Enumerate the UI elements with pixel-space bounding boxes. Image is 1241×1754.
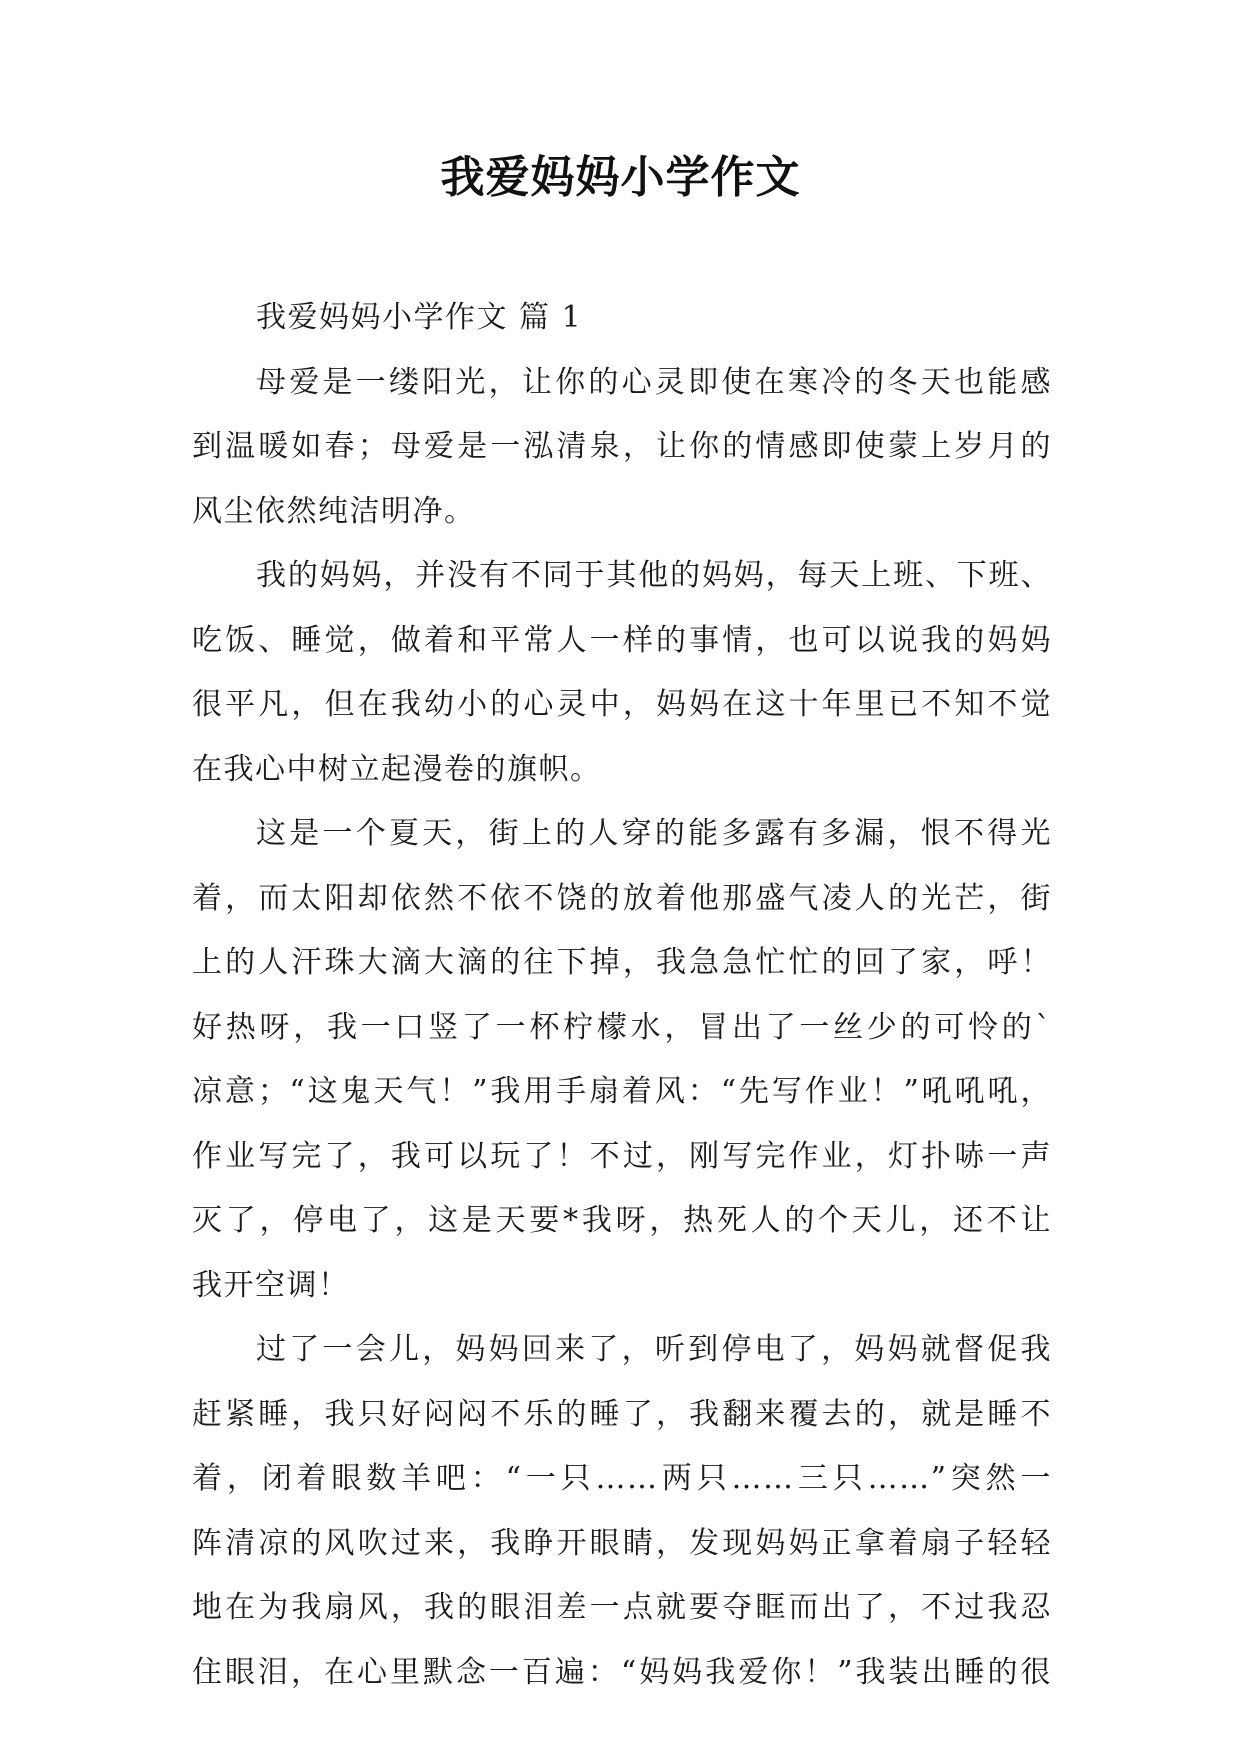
page-title: 我爱妈妈小学作文 (440, 152, 801, 203)
paragraph-3 (192, 802, 1052, 1318)
paragraph-line: 着，而太阳却依然不依不饶的放着他那盛气凌人的光芒，街 (192, 880, 1052, 916)
paragraph-line: 住眼泪，在心里默念一百遍：“妈妈我爱你！”我装出睡的很 (192, 1654, 1052, 1690)
paragraph-2 (192, 544, 1052, 802)
paragraph-line: 在我心中树立起漫卷的旗帜。 (192, 751, 602, 787)
paragraph-line: 上的人汗珠大滴大滴的往下掉，我急急忙忙的回了家，呼！ (192, 945, 1052, 980)
paragraph-line: 地在为我扇风，我的眼泪差一点就要夺眶而出了，不过我忍 (192, 1590, 1052, 1625)
paragraph-line: 作业写完了，我可以玩了！不过，刚写完作业，灯扑哧一声 (192, 1138, 1052, 1174)
section-heading: 我爱妈妈小学作文 篇 1 (256, 300, 583, 335)
paragraph-line: 赶紧睡，我只好闷闷不乐的睡了，我翻来覆去的，就是睡不 (192, 1396, 1052, 1432)
paragraph-line: 灭了，停电了，这是天要*我呀，热死人的个天儿，还不让 (192, 1203, 1052, 1238)
paragraph-4 (192, 1318, 1052, 1705)
paragraph-line: 着，闭着眼数羊吧：“一只……两只……三只……”突然一 (192, 1461, 1052, 1496)
paragraph-line: 凉意；“这鬼天气！”我用手扇着风：“先写作业！”吼吼吼， (192, 1074, 1052, 1109)
paragraph-line: 吃饭、睡觉，做着和平常人一样的事情，也可以说我的妈妈 (192, 622, 1052, 658)
paragraph-line: 母爱是一缕阳光，让你的心灵即使在寒冷的冬天也能感 (256, 364, 1052, 400)
paragraph-line: 过了一会儿，妈妈回来了，听到停电了，妈妈就督促我 (256, 1332, 1052, 1367)
paragraph-line: 好热呀，我一口竖了一杯柠檬水，冒出了一丝少的可怜的` (192, 1009, 1052, 1045)
paragraph-line: 这是一个夏天，街上的人穿的能多露有多漏，恨不得光 (256, 816, 1052, 851)
paragraph-line: 我开空调！ (192, 1267, 350, 1303)
paragraph-line: 到温暖如春；母爱是一泓清泉，让你的情感即使蒙上岁月的 (192, 429, 1052, 464)
paragraph-line: 我的妈妈，并没有不同于其他的妈妈，每天上班、下班、 (256, 558, 1052, 593)
paragraph-line: 风尘依然纯洁明净。 (192, 493, 476, 529)
article-body (192, 286, 1052, 1705)
paragraph-line: 很平凡，但在我幼小的心灵中，妈妈在这十年里已不知不觉 (192, 687, 1052, 722)
paragraph-1 (192, 351, 1052, 545)
paragraph-line: 阵清凉的风吹过来，我睁开眼睛，发现妈妈正拿着扇子轻轻 (192, 1525, 1052, 1561)
